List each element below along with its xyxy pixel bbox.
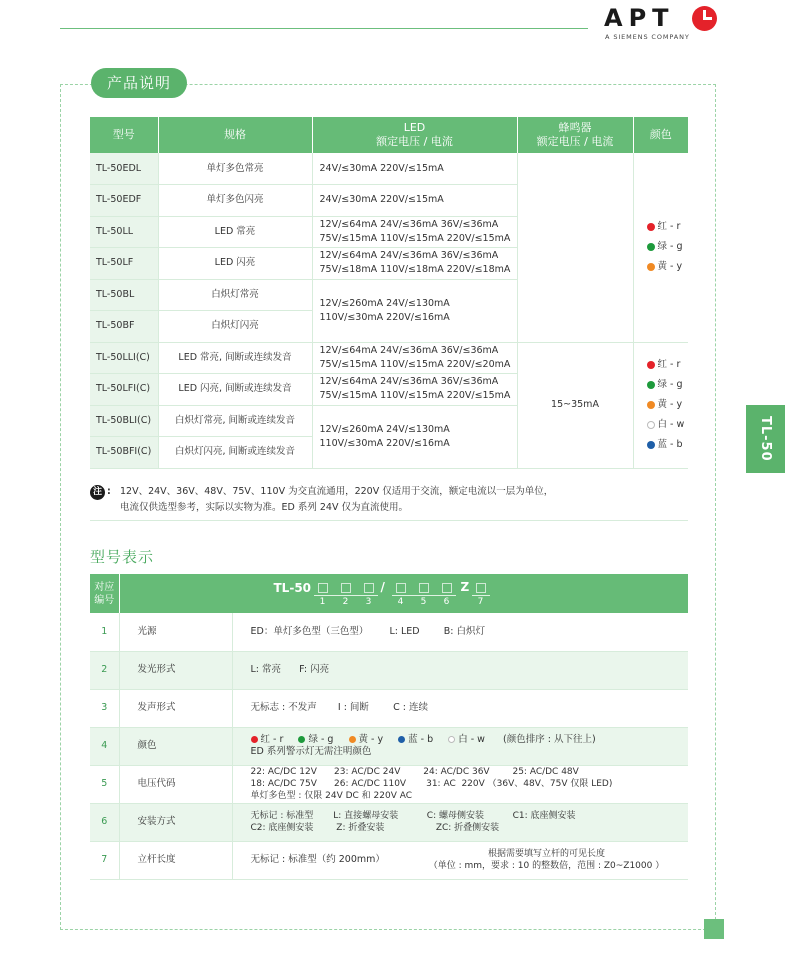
note-divider <box>90 520 688 521</box>
color-cell <box>633 153 688 342</box>
code-digit: 6 <box>443 597 450 607</box>
row-name: 电压代码 <box>119 765 232 803</box>
header-color: 颜色 <box>633 117 688 153</box>
red-dot-icon <box>251 736 258 743</box>
row-name: 发声形式 <box>119 689 232 727</box>
row-number: 6 <box>90 803 119 841</box>
yellow-dot-icon <box>647 263 655 271</box>
code-digit: 2 <box>342 597 349 607</box>
row-desc: 无标志 : 不发声 I : 间断 C : 连续 <box>232 689 688 727</box>
yellow-dot-icon <box>349 736 356 743</box>
code-digit: 1 <box>319 597 326 607</box>
led-cell: 12V/≤64mA 24V/≤36mA 36V/≤36mA 75V/≤15mA 110V/≤15mA 220V/≤15mA <box>312 216 517 248</box>
spec-cell: 单灯多色闪亮 <box>158 185 312 217</box>
code-header-row <box>90 574 688 613</box>
spec-cell: 白炽灯常亮, 间断或连续发音 <box>158 405 312 437</box>
model-cell: TL-50LF <box>90 248 158 280</box>
code-slash: / <box>380 580 385 594</box>
color-red: 红 - r <box>647 358 686 372</box>
code-underline-c <box>472 595 490 596</box>
header-model: 型号 <box>90 117 158 153</box>
note-line-2: 电流仅供选型参考，实际以实物为准。ED 系列 24V 仅为直流使用。 <box>120 502 408 513</box>
spec-cell: 白炽灯闪亮, 间断或连续发音 <box>158 437 312 469</box>
buzzer-cell: 15~35mA <box>517 342 633 468</box>
color-legend: 红 - r 绿 - g 黄 - y 蓝 - b 白 - w (颜色排序 : 从下往上) <box>251 734 689 746</box>
row-desc <box>232 727 688 765</box>
logo-subtitle: A SIEMENS COMPANY <box>605 33 690 41</box>
header-rule <box>60 28 588 29</box>
code-slot-7 <box>476 583 486 593</box>
color-yellow: 黄 - y <box>647 260 686 274</box>
code-slot-5 <box>419 583 429 593</box>
buzzer-cell-empty <box>517 153 633 342</box>
red-dot-icon <box>647 361 655 369</box>
led-cell: 12V/≤64mA 24V/≤36mA 36V/≤36mA 75V/≤15mA 110V/≤15mA 220V/≤15mA <box>312 374 517 406</box>
logo-letters: APT <box>604 4 675 32</box>
model-cell: TL-50LL <box>90 216 158 248</box>
table-row <box>90 613 688 651</box>
product-spec-table <box>90 117 688 469</box>
row-desc-line-2: ED 系列警示灯无需注明颜色 <box>250 746 372 757</box>
code-prefix: TL-50 <box>273 581 312 595</box>
row-name: 颜色 <box>119 727 232 765</box>
model-cell: TL-50EDL <box>90 153 158 185</box>
blue-dot-icon <box>647 441 655 449</box>
model-code-table <box>90 574 688 880</box>
code-slot-6 <box>442 583 452 593</box>
code-slot-1 <box>318 583 328 593</box>
spec-cell: LED 闪亮, 间断或连续发音 <box>158 374 312 406</box>
code-digit: 4 <box>397 597 404 607</box>
corner-marker <box>704 919 724 939</box>
table-row <box>90 342 688 374</box>
row-desc: 22: AC/DC 12V 23: AC/DC 24V 24: AC/DC 36V 25: AC/DC 48V 18: AC/DC 75V 26: AC/DC 110V 31: AC 220V （36V、48V、75V 仅限 LED) 单灯多色型 : 仅限 24V DC 和 220V AC <box>232 765 688 803</box>
model-cell: TL-50BL <box>90 279 158 311</box>
spec-cell: LED 闪亮 <box>158 248 312 280</box>
table-row <box>90 803 688 841</box>
red-dot-icon <box>647 223 655 231</box>
model-cell: TL-50EDF <box>90 185 158 217</box>
spec-cell: 白炽灯常亮 <box>158 279 312 311</box>
code-digit: 3 <box>365 597 372 607</box>
note-block <box>90 484 688 516</box>
green-dot-icon <box>298 736 305 743</box>
green-dot-icon <box>647 381 655 389</box>
spec-cell: 白炽灯闪亮 <box>158 311 312 343</box>
header-spec: 规格 <box>158 117 312 153</box>
note-colon: : <box>107 486 111 497</box>
row-number: 2 <box>90 651 119 689</box>
note-line-1: 12V、24V、36V、48V、75V、110V 为交直流通用，220V 仅适用于交流，额定电流以一层为单位， <box>120 486 554 497</box>
table-row <box>90 727 688 765</box>
model-cell: TL-50LLI(C) <box>90 342 158 374</box>
header-led-line1: LED <box>403 121 426 134</box>
color-blue: 蓝 - b <box>647 438 686 452</box>
model-cell: TL-50BF <box>90 311 158 343</box>
header-buzzer-line1: 蜂鸣器 <box>558 121 592 134</box>
spec-cell: LED 常亮, 间断或连续发音 <box>158 342 312 374</box>
table-header-row <box>90 117 688 153</box>
header-led-line2: 额定电压 / 电流 <box>376 135 453 148</box>
table-row <box>90 765 688 803</box>
row-number: 4 <box>90 727 119 765</box>
led-cell: 24V/≤30mA 220V/≤15mA <box>312 185 517 217</box>
code-digit: 5 <box>420 597 427 607</box>
logo-clock-icon <box>692 6 717 31</box>
led-cell: 12V/≤64mA 24V/≤36mA 36V/≤36mA 75V/≤18mA 110V/≤18mA 220V/≤18mA <box>312 248 517 280</box>
table-row <box>90 153 688 185</box>
apt-logo <box>604 4 720 44</box>
section-title-product-description: 产品说明 <box>91 68 187 98</box>
row-number: 5 <box>90 765 119 803</box>
length-note: 根据需要填写立杆的可见长度 （单位 : mm，要求 : 10 的整数倍，范围 : Z0~Z1000 ） <box>428 848 665 871</box>
code-z: Z <box>460 580 470 594</box>
row-desc: 无标记 : 标准型（约 200mm） 根据需要填写立杆的可见长度 （单位 : mm，要求 : 10 的整数倍，范围 : Z0~Z1000 ） <box>232 841 688 879</box>
index-header: 对应 编号 <box>90 574 119 613</box>
color-red: 红 - r <box>647 220 686 234</box>
color-list <box>637 358 686 452</box>
model-cell: TL-50BLI(C) <box>90 405 158 437</box>
color-green: 绿 - g <box>647 240 686 254</box>
note-badge-icon: 注 <box>90 485 105 500</box>
code-digit: 7 <box>477 597 484 607</box>
white-dot-icon <box>647 421 655 429</box>
led-cell: 12V/≤260mA 24V/≤130mA 110V/≤30mA 220V/≤16mA <box>312 405 517 468</box>
table-row <box>90 689 688 727</box>
code-slot-3 <box>364 583 374 593</box>
color-cell <box>633 342 688 468</box>
header-buzzer <box>517 117 633 153</box>
code-slot-4 <box>396 583 406 593</box>
white-dot-icon <box>448 736 455 743</box>
model-cell: TL-50BFI(C) <box>90 437 158 469</box>
side-tab: TL-50 <box>746 405 785 473</box>
model-code-template <box>120 574 689 613</box>
code-underline-b <box>392 595 456 596</box>
table-row <box>90 651 688 689</box>
section-title-model-designation: 型号表示 <box>90 548 155 566</box>
row-number: 3 <box>90 689 119 727</box>
blue-dot-icon <box>398 736 405 743</box>
color-white: 白 - w <box>647 418 686 432</box>
color-green: 绿 - g <box>647 378 686 392</box>
table-row <box>90 841 688 879</box>
color-list <box>637 220 686 274</box>
code-header <box>119 574 688 613</box>
row-name: 发光形式 <box>119 651 232 689</box>
row-desc: ED：单灯多色型（三色型） L: LED B: 白炽灯 <box>232 613 688 651</box>
row-desc: 无标记 : 标准型 L: 直接螺母安装 C: 螺母侧安装 C1: 底座侧安装 C2: 底座侧安装 Z: 折叠安装 ZC: 折叠侧安装 <box>232 803 688 841</box>
header-buzzer-line2: 额定电压 / 电流 <box>536 135 614 148</box>
led-cell: 24V/≤30mA 220V/≤15mA <box>312 153 517 185</box>
row-name: 立杆长度 <box>119 841 232 879</box>
row-desc: L: 常亮 F: 闪亮 <box>232 651 688 689</box>
spec-cell: 单灯多色常亮 <box>158 153 312 185</box>
model-cell: TL-50LFI(C) <box>90 374 158 406</box>
row-name: 安装方式 <box>119 803 232 841</box>
row-number: 1 <box>90 613 119 651</box>
led-cell: 12V/≤64mA 24V/≤36mA 36V/≤36mA 75V/≤15mA 110V/≤15mA 220V/≤20mA <box>312 342 517 374</box>
spec-cell: LED 常亮 <box>158 216 312 248</box>
led-cell: 12V/≤260mA 24V/≤130mA 110V/≤30mA 220V/≤16mA <box>312 279 517 342</box>
green-dot-icon <box>647 243 655 251</box>
code-slot-2 <box>341 583 351 593</box>
yellow-dot-icon <box>647 401 655 409</box>
code-underline-a <box>314 595 378 596</box>
row-number: 7 <box>90 841 119 879</box>
color-yellow: 黄 - y <box>647 398 686 412</box>
row-name: 光源 <box>119 613 232 651</box>
header-led <box>312 117 517 153</box>
